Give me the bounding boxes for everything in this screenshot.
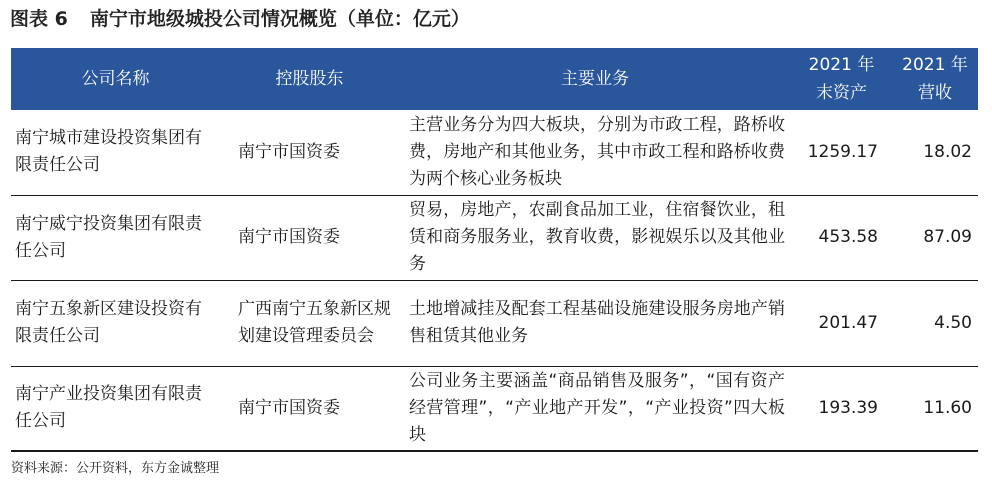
city-investment-companies-table xyxy=(11,48,978,452)
company-name-cell: 南宁五象新区建设投资有限责任公司 xyxy=(11,280,220,366)
table-row xyxy=(11,280,978,366)
company-name-cell: 南宁产业投资集团有限责任公司 xyxy=(11,366,220,451)
header-assets-line1: 2021 年 xyxy=(808,55,875,75)
figure-number: 图表 6 xyxy=(10,8,68,30)
shareholder-cell: 南宁市国资委 xyxy=(220,110,399,195)
shareholder-cell: 南宁市国资委 xyxy=(220,195,399,280)
revenue-cell: 4.50 xyxy=(892,280,978,366)
figure-title-text: 南宁市地级城投公司情况概览（单位：亿元） xyxy=(89,8,470,30)
shareholder-cell: 南宁市国资委 xyxy=(220,366,399,451)
revenue-cell: 18.02 xyxy=(892,110,978,195)
figure-title xyxy=(10,4,470,34)
business-cell: 公司业务主要涵盖“商品销售及服务”，“国有资产经营管理”，“产业地产开发”，“产业投资”四大板块 xyxy=(399,366,791,451)
assets-cell: 453.58 xyxy=(791,195,892,280)
business-cell: 土地增减挂及配套工程基础设施建设服务房地产销售租赁其他业务 xyxy=(399,280,791,366)
header-revenue-line2: 营收 xyxy=(918,83,952,103)
header-main-business: 主要业务 xyxy=(399,48,791,110)
company-name-cell: 南宁威宁投资集团有限责任公司 xyxy=(11,195,220,280)
shareholder-cell: 广西南宁五象新区规划建设管理委员会 xyxy=(220,280,399,366)
assets-cell: 193.39 xyxy=(791,366,892,451)
assets-cell: 201.47 xyxy=(791,280,892,366)
table-row xyxy=(11,110,978,195)
header-assets-line2: 末资产 xyxy=(816,83,867,103)
company-name-cell: 南宁城市建设投资集团有限责任公司 xyxy=(11,110,220,195)
revenue-cell: 87.09 xyxy=(892,195,978,280)
source-note: 资料来源：公开资料，东方金诚整理 xyxy=(11,461,220,476)
header-company-name: 公司名称 xyxy=(11,48,220,110)
business-cell: 主营业务分为四大板块，分别为市政工程，路桥收费，房地产和其他业务，其中市政工程和路桥收费为两个核心业务板块 xyxy=(399,110,791,195)
header-shareholder: 控股股东 xyxy=(220,48,399,110)
business-cell: 贸易，房地产，农副食品加工业，住宿餐饮业，租赁和商务服务业，教育收费，影视娱乐以及其他业务 xyxy=(399,195,791,280)
header-assets xyxy=(791,48,892,110)
table-header-row xyxy=(11,48,978,110)
table-row xyxy=(11,195,978,280)
table-row xyxy=(11,366,978,451)
assets-cell: 1259.17 xyxy=(791,110,892,195)
header-revenue xyxy=(892,48,978,110)
revenue-cell: 11.60 xyxy=(892,366,978,451)
header-revenue-line1: 2021 年 xyxy=(902,55,968,75)
